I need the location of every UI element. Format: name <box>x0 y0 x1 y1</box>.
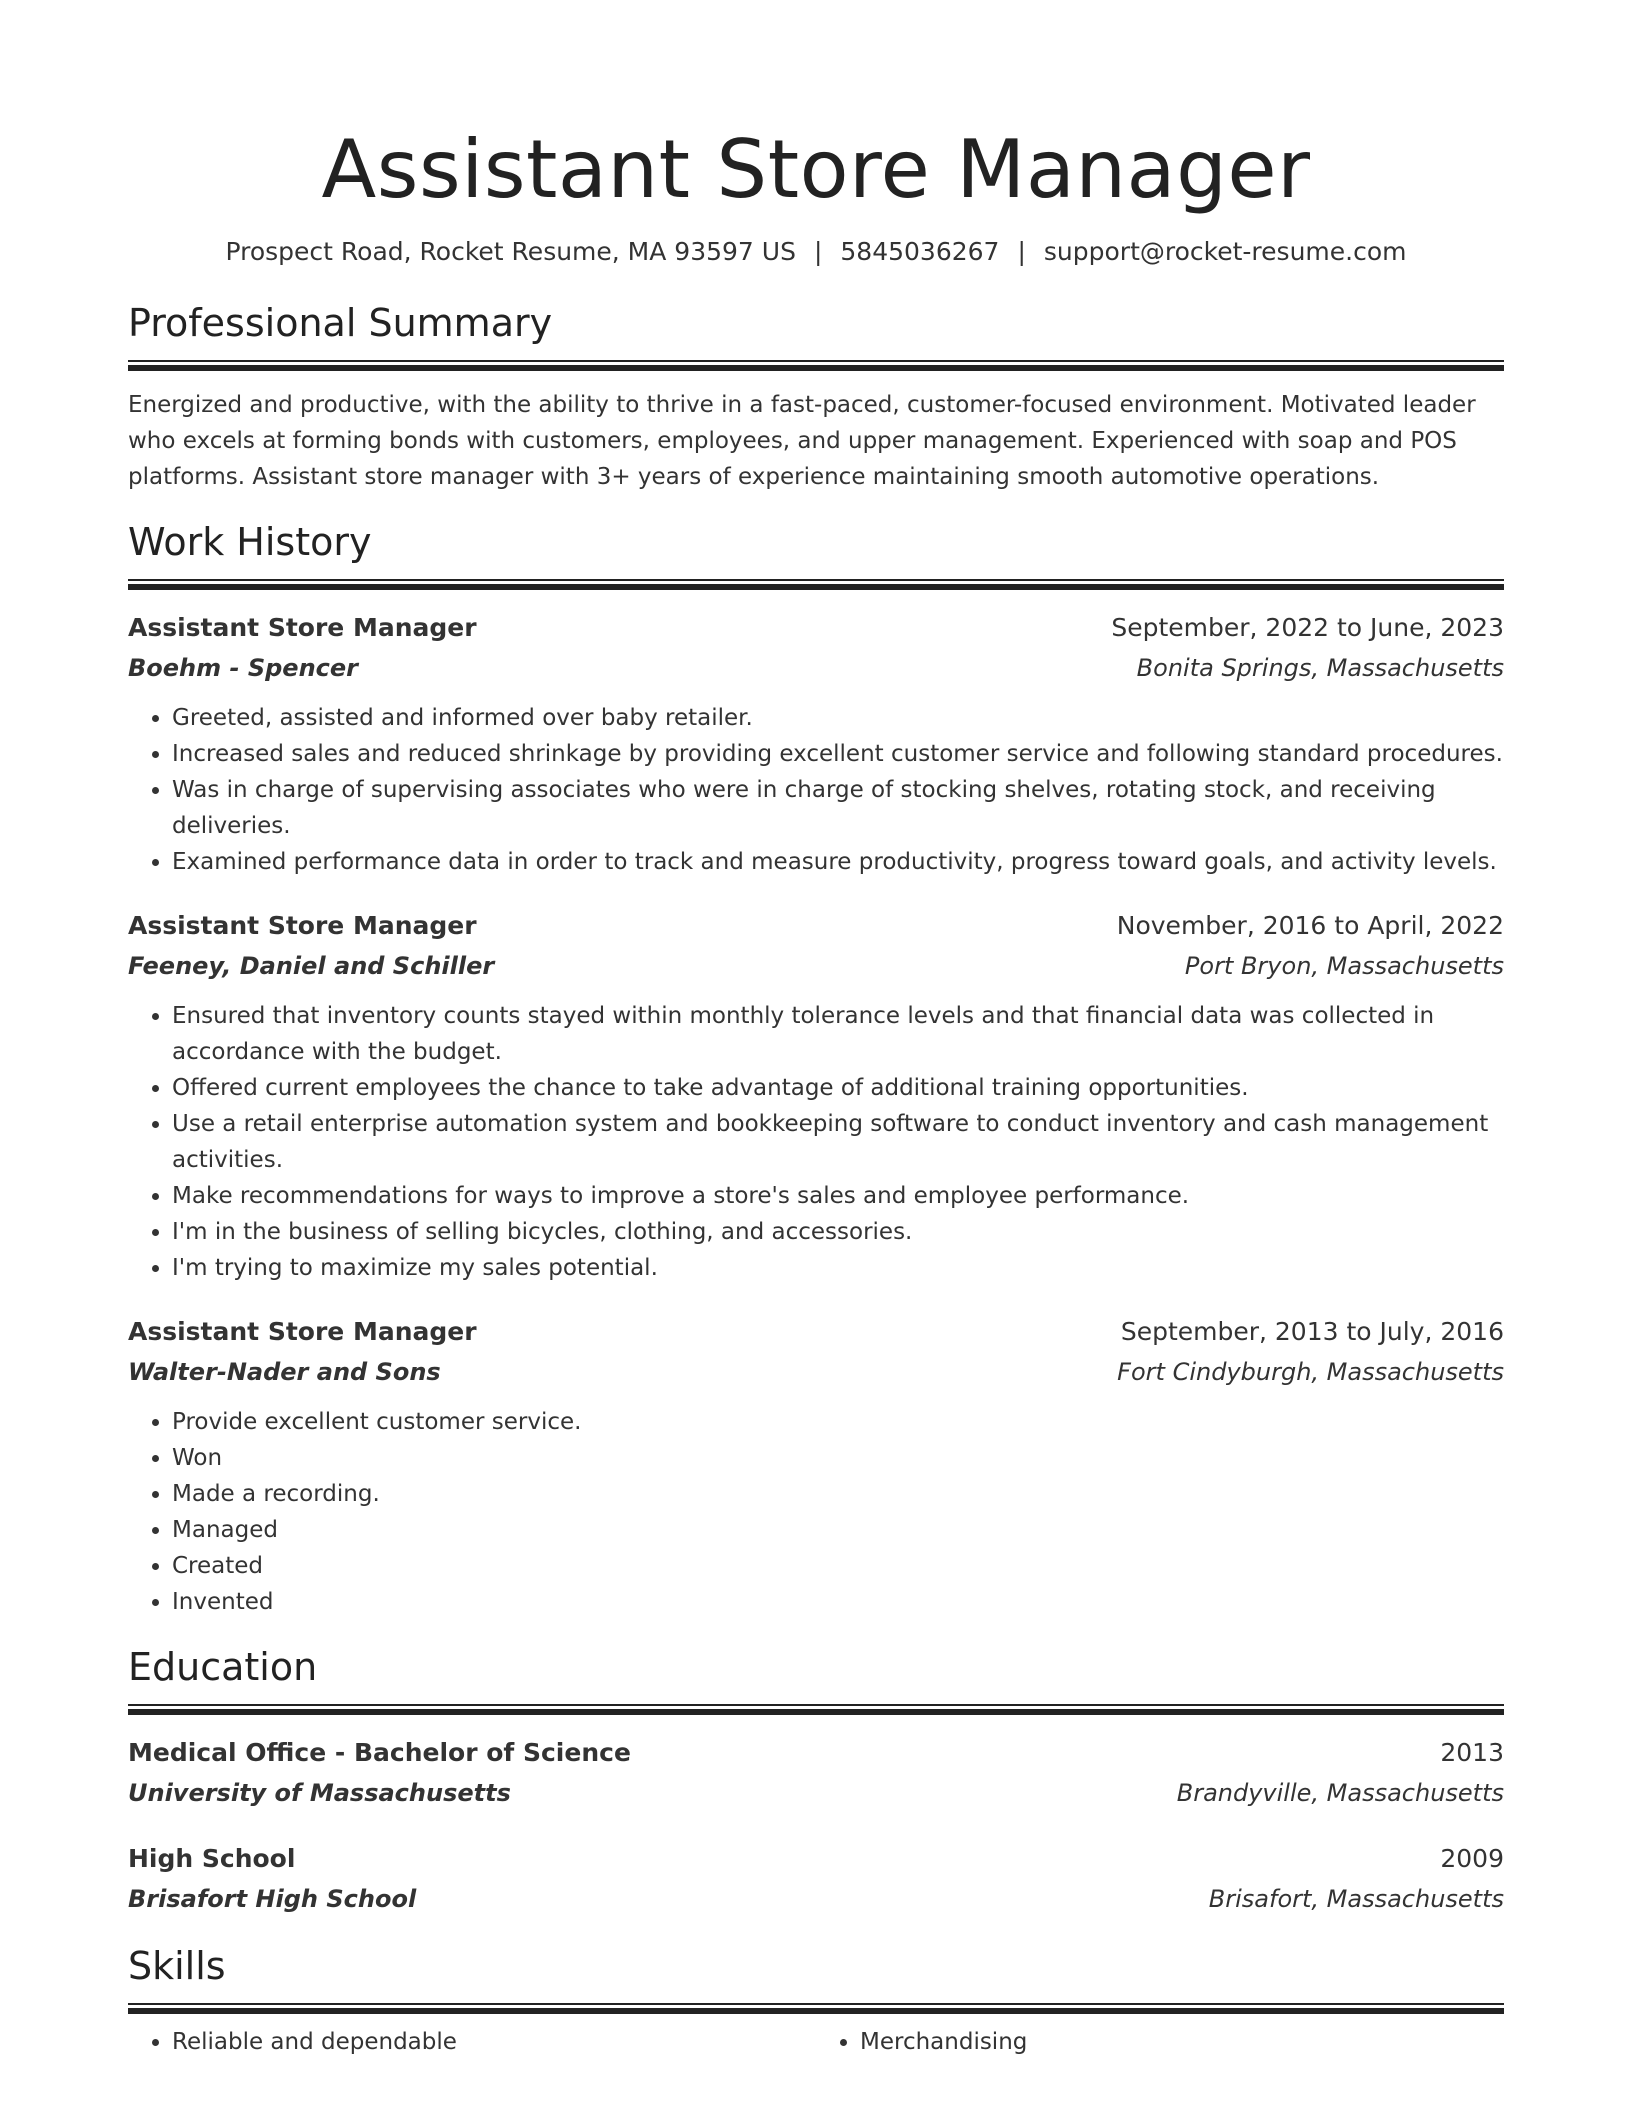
job-location: Port Bryon, Massachusetts <box>1184 952 1504 980</box>
job-dates: November, 2016 to April, 2022 <box>1116 911 1504 940</box>
list-item: • Provide excellent customer service. <box>172 1404 1504 1440</box>
section-title-skills: Skills <box>128 1944 226 1988</box>
list-item: • Increased sales and reduced shrinkage by providing excellent customer service and following standard procedures. <box>172 736 1504 772</box>
list-item: • Managed <box>172 1512 1504 1548</box>
job-dates: September, 2013 to July, 2016 <box>1120 1317 1504 1346</box>
list-item: • Invented <box>172 1584 1504 1620</box>
list-item: • Examined performance data in order to track and measure productivity, progress toward goals, and activity levels. <box>172 844 1504 880</box>
job-duties-list <box>128 1404 1504 1620</box>
graduation-year: 2013 <box>1440 1738 1504 1767</box>
company-name: Feeney, Daniel and Schiller <box>128 952 495 980</box>
resume-title: Assistant Store Manager <box>321 123 1311 216</box>
skills-section <box>128 1943 1504 2060</box>
section-divider <box>128 1704 1504 1715</box>
section-title-education: Education <box>128 1645 318 1689</box>
skills-grid <box>128 2024 1504 2060</box>
skill-item: • Merchandising <box>860 2024 1504 2060</box>
job-location: Bonita Springs, Massachusetts <box>1136 654 1504 682</box>
resume-page <box>128 0 1504 2060</box>
contact-line <box>128 236 1504 268</box>
education-entry <box>128 1839 1504 1919</box>
job-location: Fort Cindyburgh, Massachusetts <box>1117 1358 1504 1386</box>
work-history-section <box>128 519 1504 1620</box>
list-item: • Greeted, assisted and informed over baby retailer. <box>172 700 1504 736</box>
skill-item: • Reliable and dependable <box>172 2024 816 2060</box>
contact-separator: | <box>813 237 823 266</box>
skills-column-left <box>128 2024 816 2060</box>
school-location: Brandyville, Massachusetts <box>1176 1779 1504 1807</box>
graduation-year: 2009 <box>1440 1844 1504 1873</box>
company-name: Boehm - Spencer <box>128 654 358 682</box>
contact-address: Prospect Road, Rocket Resume, MA 93597 US <box>225 237 796 266</box>
list-item: • Made a recording. <box>172 1476 1504 1512</box>
contact-email: support@rocket-resume.com <box>1043 237 1407 266</box>
list-item: • I'm in the business of selling bicycles, clothing, and accessories. <box>172 1214 1504 1250</box>
job-entry <box>128 1312 1504 1620</box>
job-entry <box>128 906 1504 1286</box>
job-entry <box>128 608 1504 880</box>
skills-column-right <box>816 2024 1504 2060</box>
section-title-summary: Professional Summary <box>128 301 553 345</box>
company-name: Walter-Nader and Sons <box>128 1358 441 1386</box>
contact-phone: 5845036267 <box>840 237 1000 266</box>
school-location: Brisafort, Massachusetts <box>1208 1885 1504 1913</box>
list-item: • Use a retail enterprise automation system and bookkeeping software to conduct inventory and cash management activities. <box>172 1106 1504 1178</box>
summary-section <box>128 300 1504 495</box>
section-divider <box>128 360 1504 371</box>
list-item: • Was in charge of supervising associates who were in charge of stocking shelves, rotating stock, and receiving deliveries. <box>172 772 1504 844</box>
list-item: • Ensured that inventory counts stayed within monthly tolerance levels and that financial data was collected in accordance with the budget. <box>172 998 1504 1070</box>
summary-text: Energized and productive, with the ability to thrive in a fast-paced, customer-focused environment. Motivated leader who excels at forming bonds with customers, employees, and upper management. Experienced with soap and POS platforms. Assistant store manager with 3+ years of experience maintaining smooth automotive operations. <box>128 392 1476 490</box>
education-section <box>128 1644 1504 1919</box>
job-title: Assistant Store Manager <box>128 1317 477 1346</box>
degree-name: Medical Office - Bachelor of Science <box>128 1738 631 1767</box>
education-entry <box>128 1733 1504 1813</box>
list-item: • Make recommendations for ways to improve a store's sales and employee performance. <box>172 1178 1504 1214</box>
list-item: • Offered current employees the chance to take advantage of additional training opportunities. <box>172 1070 1504 1106</box>
list-item: • Created <box>172 1548 1504 1584</box>
list-item: • Won <box>172 1440 1504 1476</box>
school-name: University of Massachusetts <box>128 1779 511 1807</box>
contact-separator: | <box>1017 237 1026 266</box>
section-divider <box>128 2003 1504 2014</box>
section-divider <box>128 579 1504 590</box>
job-dates: September, 2022 to June, 2023 <box>1111 613 1504 642</box>
job-duties-list <box>128 700 1504 880</box>
section-title-work-history: Work History <box>128 520 372 564</box>
skills-list <box>128 2024 816 2060</box>
degree-name: High School <box>128 1844 296 1873</box>
list-item: • I'm trying to maximize my sales potential. <box>172 1250 1504 1286</box>
job-title: Assistant Store Manager <box>128 911 477 940</box>
school-name: Brisafort High School <box>128 1885 417 1913</box>
skills-list <box>816 2024 1504 2060</box>
job-title: Assistant Store Manager <box>128 613 477 642</box>
job-duties-list <box>128 998 1504 1286</box>
